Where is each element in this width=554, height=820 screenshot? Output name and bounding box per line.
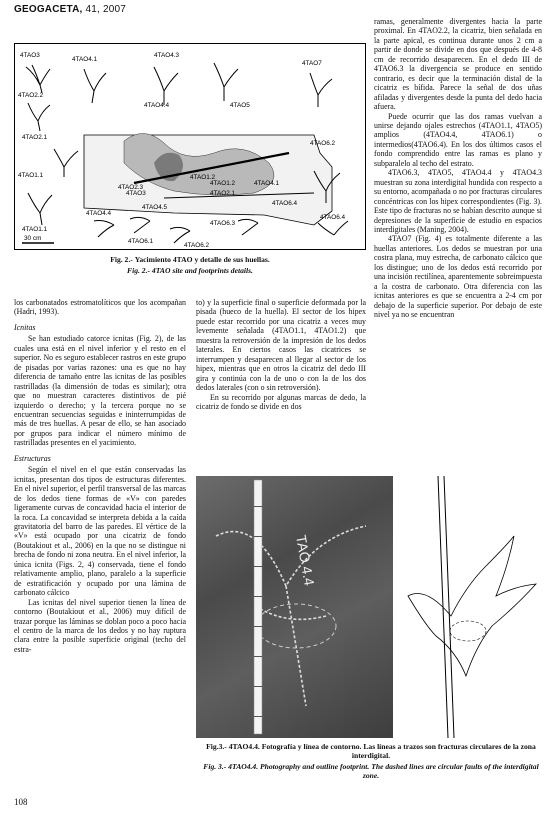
paragraph: los carbonatados estromatolíticos que los acompañan (Hadri, 1993). [14, 298, 186, 317]
paragraph: to) y la superficie final o superficie deformada por la pisada (hueco de la huella). El sector de los hipex puede estar recorrido por una cicatriz a veces muy levemente señalada (4TAO1.1, 4TAO1.2) que muestra la retroversión de la impresión de los dedos laterales. En ciertos casos las cicatrices se interrumpen y desaparecen al llegar al sector de los hipex, mientras que en otros la cicatriz del dedo III gira y continúa con la de uno o con la de los dos dedos laterales (con o sin retroversión). [196, 298, 366, 393]
fig2-label: 4TAO4.3 [154, 52, 180, 59]
photo-label: TAO 4.4 [293, 533, 318, 587]
paragraph: ramas, generalmente divergentes hacia la parte proximal. En 4TAO2.2, la cicatriz, bien señalada en la parte apical, es continua durante unos 2 cm a partir de donde se divide en dos que después de 4-8 cm de recorrido desaparecen. En el dedo III de 4TAO6.3 la divergencia se produce en sentido contrario, es decir que la terminación distal de la cicatriz es bífida. Parece la señal de dos uñas afiladas y divergentes desde la punta del dedo hacia afuera. [374, 17, 542, 112]
middle-column [196, 298, 366, 411]
paragraph: Puede ocurrir que las dos ramas vuelvan a unirse dejando ojales estrechos (4TAO1.1, 4TAO5) amplios (4TAO4.4, 4TAO6.1) o intermedios(4TAO6.4). En los dos últimos casos el fondo comprendido entre las ramas es plano y subparalelo al techo del estrato. [374, 111, 542, 168]
fig2-label: 4TAO4.5 [142, 204, 168, 211]
figure-3-outline [396, 476, 546, 738]
scale-label: 30 cm [24, 235, 42, 242]
figure-3-photo [196, 476, 393, 738]
fig2-label: 4TAO6.4 [320, 214, 346, 221]
fig2-label: 4TAO2.3 [118, 184, 144, 191]
paragraph: En su recorrido por algunas marcas de dedo, la cicatriz de fondo se divide en dos [196, 392, 366, 411]
fig2-label: 4TAO2.1 [210, 190, 236, 197]
fig2-label: 4TAO1.2 [210, 180, 236, 187]
fig2-label: 4TAO3 [20, 52, 40, 59]
paragraph: Las icnitas del nivel superior tienen la línea de contorno (Boutakiout et al., 2006) muy difícil de trazar porque las láminas se doblan poco a poco hacia el centro de la marca de los dedos y no hay ruptura clara entre la posible superficie original (techo del estra- [14, 597, 186, 654]
fig2-label: 4TAO6.3 [210, 220, 236, 227]
fig2-label: 4TAO2.2 [18, 92, 44, 99]
journal-volume: 41, 2007 [85, 4, 126, 15]
journal-name: GEOGACETA, [14, 4, 83, 15]
figure-2-caption-en: Fig. 2.- 4TAO site and footprints details. [127, 266, 253, 275]
section-heading: Estructuras [14, 453, 51, 463]
fig2-label: 4TAO6.2 [184, 242, 210, 249]
fig2-label: 4TAO4.1 [254, 180, 280, 187]
left-column [14, 298, 186, 654]
fig2-label: 4TAO4.4 [86, 210, 112, 217]
fig2-caption-label: Fig. 2.- [110, 255, 133, 264]
fig2-label: 4TAO4.1 [72, 56, 98, 63]
fig2-caption-es: Yacimiento 4TAO y detalle de sus huellas. [134, 255, 270, 264]
fig2-label: 4TAO7 [302, 60, 322, 67]
journal-header [14, 4, 126, 15]
fig2-label: 4TAO4.4 [144, 102, 170, 109]
fig2-label: 4TAO1.1 [22, 226, 48, 233]
section-heading: Icnitas [14, 322, 36, 332]
figure-3-caption-en: Fig. 3.- 4TAO4.4. Photography and outline footprint. The dashed lines are circular faults of the interdigital zone. [203, 762, 539, 780]
figure-2 [14, 43, 366, 250]
paragraph: Se han estudiado catorce icnitas (Fig. 2), de las cuales una está en el nivel inferior y el resto en el superior. No es seguro establecer rastros en este grupo de pisadas por varias razones: una es que no hay diferencia de tamaño entre las icnitas de las posibles rastrilladas (la dimensión de todas es similar); otra que no muestran caracteres distintivos de pié izquierdo o derecho; y la tercera porque no se encuentran secuencias seguidas e ininterrumpidas de más de tres huellas. A pesar de ello, se han asociado por grupos para indicar el número mínimo de rastrilladas presentes en el yacimiento. [14, 334, 186, 448]
fig2-label: 4TAO2.1 [22, 134, 48, 141]
fig2-label: 4TAO5 [230, 102, 250, 109]
fig2-label: 4TAO1.2 [190, 174, 216, 181]
photo-drawing [196, 476, 393, 738]
paragraph: Según el nivel en el que están conservadas las icnitas, presentan dos tipos de estructuras diferentes. En el nivel superior, el perfil transversal de las marcas de los dedos tiene formas de «V» con paredes ligeramente curvas de concavidad hacia el interior de la roca. La concavidad se interpreta debida a la caída gravitatoria del barro de las paredes. El vértice de la «V» está ocupado por una cicatriz de fondo (Boutakiout et al., 2006) en la que no se distingue ni brecha de fondo ni zona neutra. En el nivel inferior, la única icnita (Figs. 2, 4) conservada, tiene el fondo relativamente amplio, plano, paralelo a la superficie de estratificación y ocupado por una lámina de carbonato cálcico [14, 465, 186, 598]
figure-3-caption: Fig.3.- 4TAO4.4. Fotografía y línea de contorno. Las líneas a trazos son fracturas circulares de la zona interdigital. [206, 742, 536, 760]
fig2-label: 4TAO6.1 [128, 238, 154, 245]
figure-2-drawing [14, 43, 366, 250]
fig2-label: 4TAO6.2 [310, 140, 336, 147]
right-column-top [374, 17, 542, 320]
fig2-label: 4TAO6.4 [272, 200, 298, 207]
page-number: 108 [14, 797, 28, 807]
paragraph: 4TAO7 (Fig. 4) es totalmente diferente a las huellas anteriores. Los dedos se muestran por una costra plana, muy estrecha, de carbonato cálcico que los distingue; uno de los dedos está recorrido por una incisión rectilínea, aparentemente sobreimpuesta a la costra de carbonato. Otra diferencia con las icnitas anteriores es que se encuentra a 2-4 cm por debajo de la superficie superior. Por debajo de este nivel ya no se encuentran [374, 234, 542, 320]
figure-2-caption [14, 255, 366, 264]
paragraph: 4TAO6.3, 4TAO5, 4TAO4.4 y 4TAO4.3 muestran su zona interdigital hundida con respecto a su entorno, acompañada o no por fracturas circulares concéntricas con los hipex correspondientes (Fig. 3). Este tipo de fracturas no se habían descrito aunque si depresiones de la superficie de estudio en espacios interdigitales (Maning, 2004). [374, 168, 542, 234]
fig2-label: 4TAO3 [126, 190, 146, 197]
fig2-label: 4TAO1.1 [18, 172, 44, 179]
